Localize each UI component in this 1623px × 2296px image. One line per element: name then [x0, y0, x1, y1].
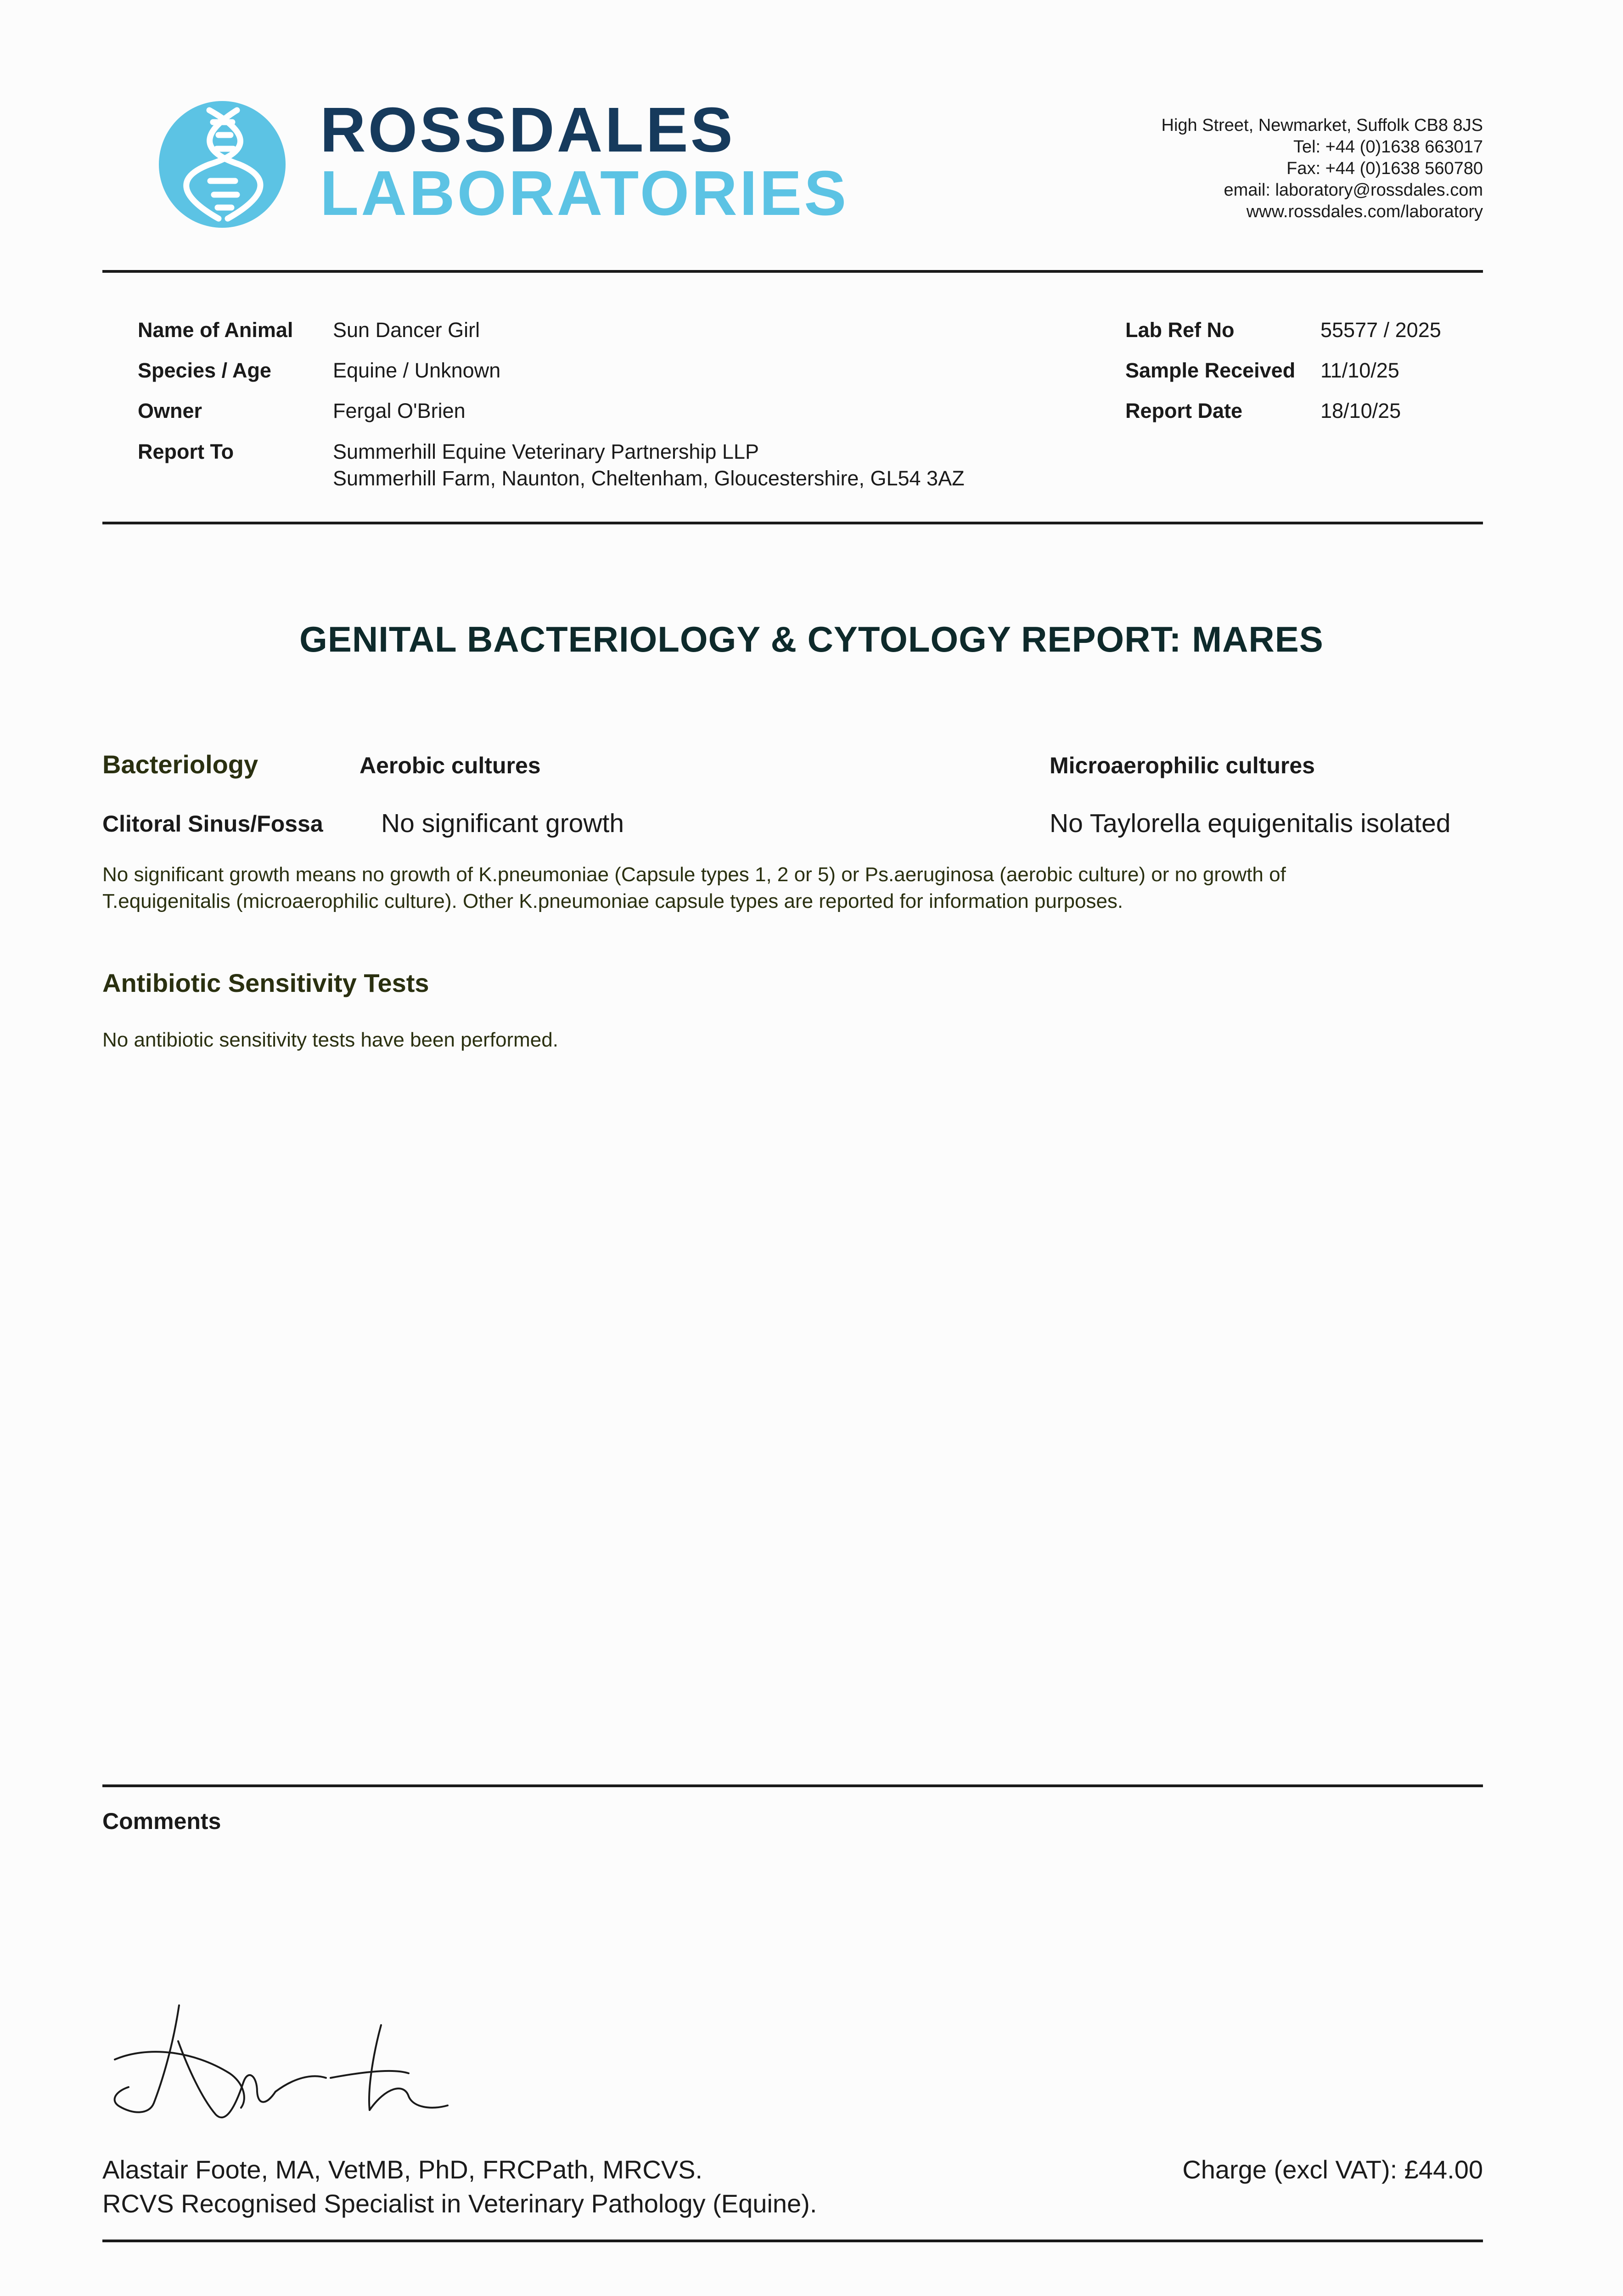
growth-note-line2: T.equigenitalis (microaerophilic culture). Other K.pneumoniae capsule types are reported for information purposes.: [102, 890, 1123, 912]
signatory-name: Alastair Foote, MA, VetMB, PhD, FRCPath, MRCVS.: [102, 2155, 703, 2184]
header-divider: [102, 270, 1483, 273]
info-divider: [102, 522, 1483, 524]
bacteriology-heading: Bacteriology: [102, 750, 258, 779]
report-to-line2: Summerhill Farm, Naunton, Cheltenham, Gloucestershire, GL54 3AZ: [333, 467, 965, 490]
aerobic-result: No significant growth: [381, 809, 624, 838]
footer-divider: [102, 2240, 1483, 2242]
address-fax: Fax: +44 (0)1638 560780: [1286, 159, 1483, 178]
address-email: email: laboratory@rossdales.com: [1224, 180, 1483, 200]
microaerophilic-result: No Taylorella equigenitalis isolated: [1050, 809, 1451, 838]
name-label: Name of Animal: [138, 318, 293, 342]
comments-heading: Comments: [102, 1808, 221, 1834]
report-date-label: Report Date: [1125, 399, 1243, 422]
species-value: Equine / Unknown: [333, 359, 501, 382]
address-street: High Street, Newmarket, Suffolk CB8 8JS: [1161, 116, 1483, 135]
address-website: www.rossdales.com/laboratory: [1246, 202, 1483, 221]
address-tel: Tel: +44 (0)1638 663017: [1293, 137, 1483, 157]
microaerophilic-cultures-heading: Microaerophilic cultures: [1050, 753, 1315, 778]
growth-note-line1: No significant growth means no growth of K.pneumoniae (Capsule types 1, 2 or 5) or Ps.aeruginosa (aerobic culture) or no growth of: [102, 863, 1286, 886]
lab-ref-label: Lab Ref No: [1125, 318, 1235, 342]
sample-received-value: 11/10/25: [1320, 359, 1399, 382]
logo-wordmark-laboratories: LABORATORIES: [320, 158, 849, 229]
antibiotic-heading: Antibiotic Sensitivity Tests: [102, 968, 429, 997]
logo-mark: [159, 101, 286, 228]
report-title: GENITAL BACTERIOLOGY & CYTOLOGY REPORT: MARES: [299, 619, 1324, 659]
lab-ref-value: 55577 / 2025: [1320, 318, 1441, 342]
signatory-title: RCVS Recognised Specialist in Veterinary Pathology (Equine).: [102, 2189, 817, 2218]
aerobic-cultures-heading: Aerobic cultures: [359, 753, 541, 778]
report-date-value: 18/10/25: [1320, 399, 1401, 422]
owner-label: Owner: [138, 399, 202, 422]
comments-divider: [102, 1784, 1483, 1787]
report-to-label: Report To: [138, 440, 234, 463]
charge-amount: Charge (excl VAT): £44.00: [1182, 2155, 1483, 2184]
sample-site: Clitoral Sinus/Fossa: [102, 811, 323, 837]
sample-received-label: Sample Received: [1125, 359, 1296, 382]
dna-helix-icon: [159, 101, 286, 228]
lab-address: [1162, 115, 1483, 223]
logo-wordmark-rossdales: ROSSDALES: [320, 95, 735, 165]
signature-image: [110, 2000, 459, 2128]
report-to-line1: Summerhill Equine Veterinary Partnership LLP: [333, 440, 759, 463]
name-value: Sun Dancer Girl: [333, 318, 480, 342]
antibiotic-text: No antibiotic sensitivity tests have been performed.: [102, 1029, 558, 1051]
species-label: Species / Age: [138, 359, 271, 382]
owner-value: Fergal O'Brien: [333, 399, 466, 422]
